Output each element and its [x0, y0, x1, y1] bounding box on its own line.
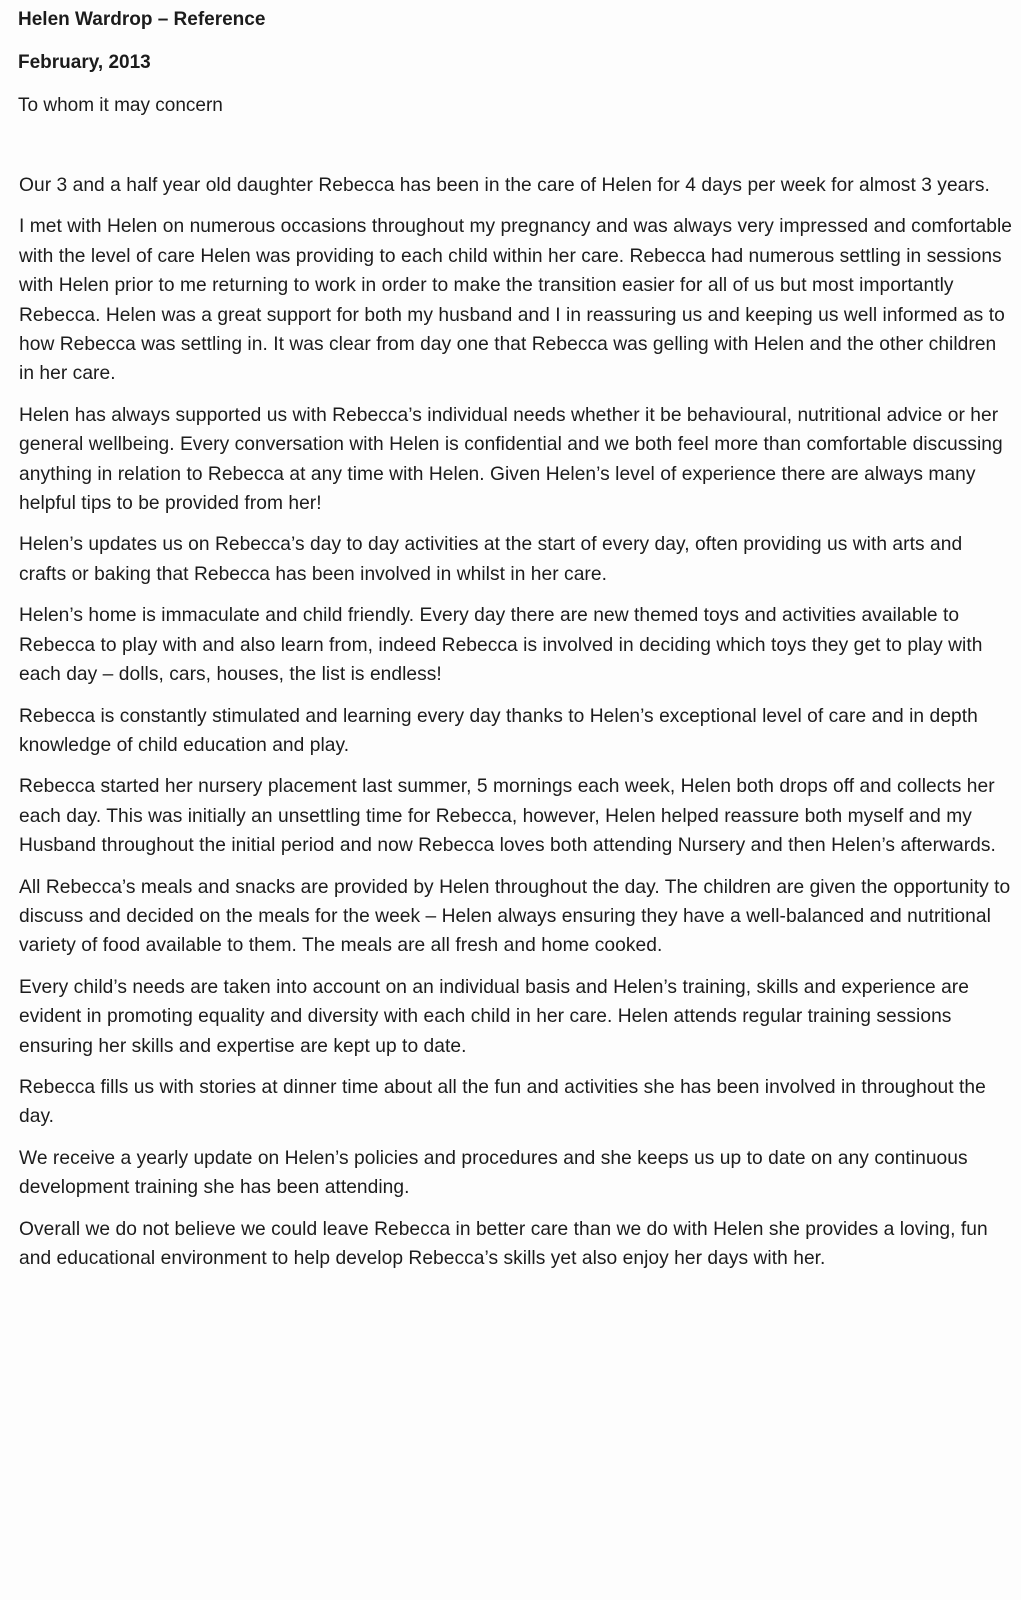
paragraph-3: Helen has always supported us with Rebecca’s individual needs whether it be behavioural, nutritional advice or her general wellbeing. Every conversation with Helen is confidential and we both feel more than comfortable discussing anything in relation to Rebecca at any time with Helen. Given Helen’s level of experience there are always many helpful tips to be provided from her!: [19, 404, 1003, 515]
paragraph-9: Every child’s needs are taken into account on an individual basis and Helen’s training, skills and experience are evident in promoting equality and diversity with each child in her care. Helen attends regular training sessions ensuring her skills and expertise are kept up to date.: [19, 976, 969, 1057]
paragraph-7: Rebecca started her nursery placement last summer, 5 mornings each week, Helen both drops off and collects her each day. This was initially an unsettling time for Rebecca, however, Helen helped reassure both myself and my Husband throughout the initial period and now Rebecca loves both attending Nursery and then Helen’s afterwards.: [19, 776, 996, 857]
paragraph-10: Rebecca fills us with stories at dinner time about all the fun and activities she has been involved in throughout the day.: [19, 1076, 986, 1128]
paragraph-4: Helen’s updates us on Rebecca’s day to day activities at the start of every day, often providing us with arts and crafts or baking that Rebecca has been involved in whilst in her care.: [19, 534, 963, 585]
paragraph-2: I met with Helen on numerous occasions throughout my pregnancy and was always very impressed and comfortable with the level of care Helen was providing to each child within her care. Rebecca had numerous settling in sessions with Helen prior to me returning to work in order to make the transition easier for all of us but most importantly Rebecca. Helen was a great support for both my husband and I in reassuring us and keeping us well informed as to how Rebecca was settling in. It was clear from day one that Rebecca was gelling with Helen and the other children in her care.: [19, 216, 1012, 385]
letter-date: February, 2013: [18, 52, 151, 73]
paragraph-5: Helen’s home is immaculate and child friendly. Every day there are new themed toys and activities available to Rebecca to play with and also learn from, indeed Rebecca is involved in deciding which toys they get to play with each day – dolls, cars, houses, the list is endless!: [19, 605, 983, 686]
paragraph-1: Our 3 and a half year old daughter Rebecca has been in the care of Helen for 4 days per week for almost 3 years.: [19, 175, 990, 196]
letter-body: [19, 171, 1014, 1285]
paragraph-11: We receive a yearly update on Helen’s policies and procedures and she keeps us up to date on any continuous development training she has been attending.: [19, 1147, 968, 1199]
paragraph-8: All Rebecca’s meals and snacks are provided by Helen throughout the day. The children are given the opportunity to discuss and decided on the meals for the week – Helen always ensuring they have a well-balanced and nutritional variety of food available to them. The meals are all fresh and home cooked.: [19, 876, 1011, 957]
paragraph-12: Overall we do not believe we could leave Rebecca in better care than we do with Helen she provides a loving, fun and educational environment to help develop Rebecca’s skills yet also enjoy her days with her.: [19, 1218, 988, 1269]
salutation: To whom it may concern: [18, 95, 223, 116]
paragraph-6: Rebecca is constantly stimulated and learning every day thanks to Helen’s exceptional level of care and in depth knowledge of child education and play.: [19, 705, 978, 756]
letter-title: Helen Wardrop – Reference: [18, 9, 266, 30]
